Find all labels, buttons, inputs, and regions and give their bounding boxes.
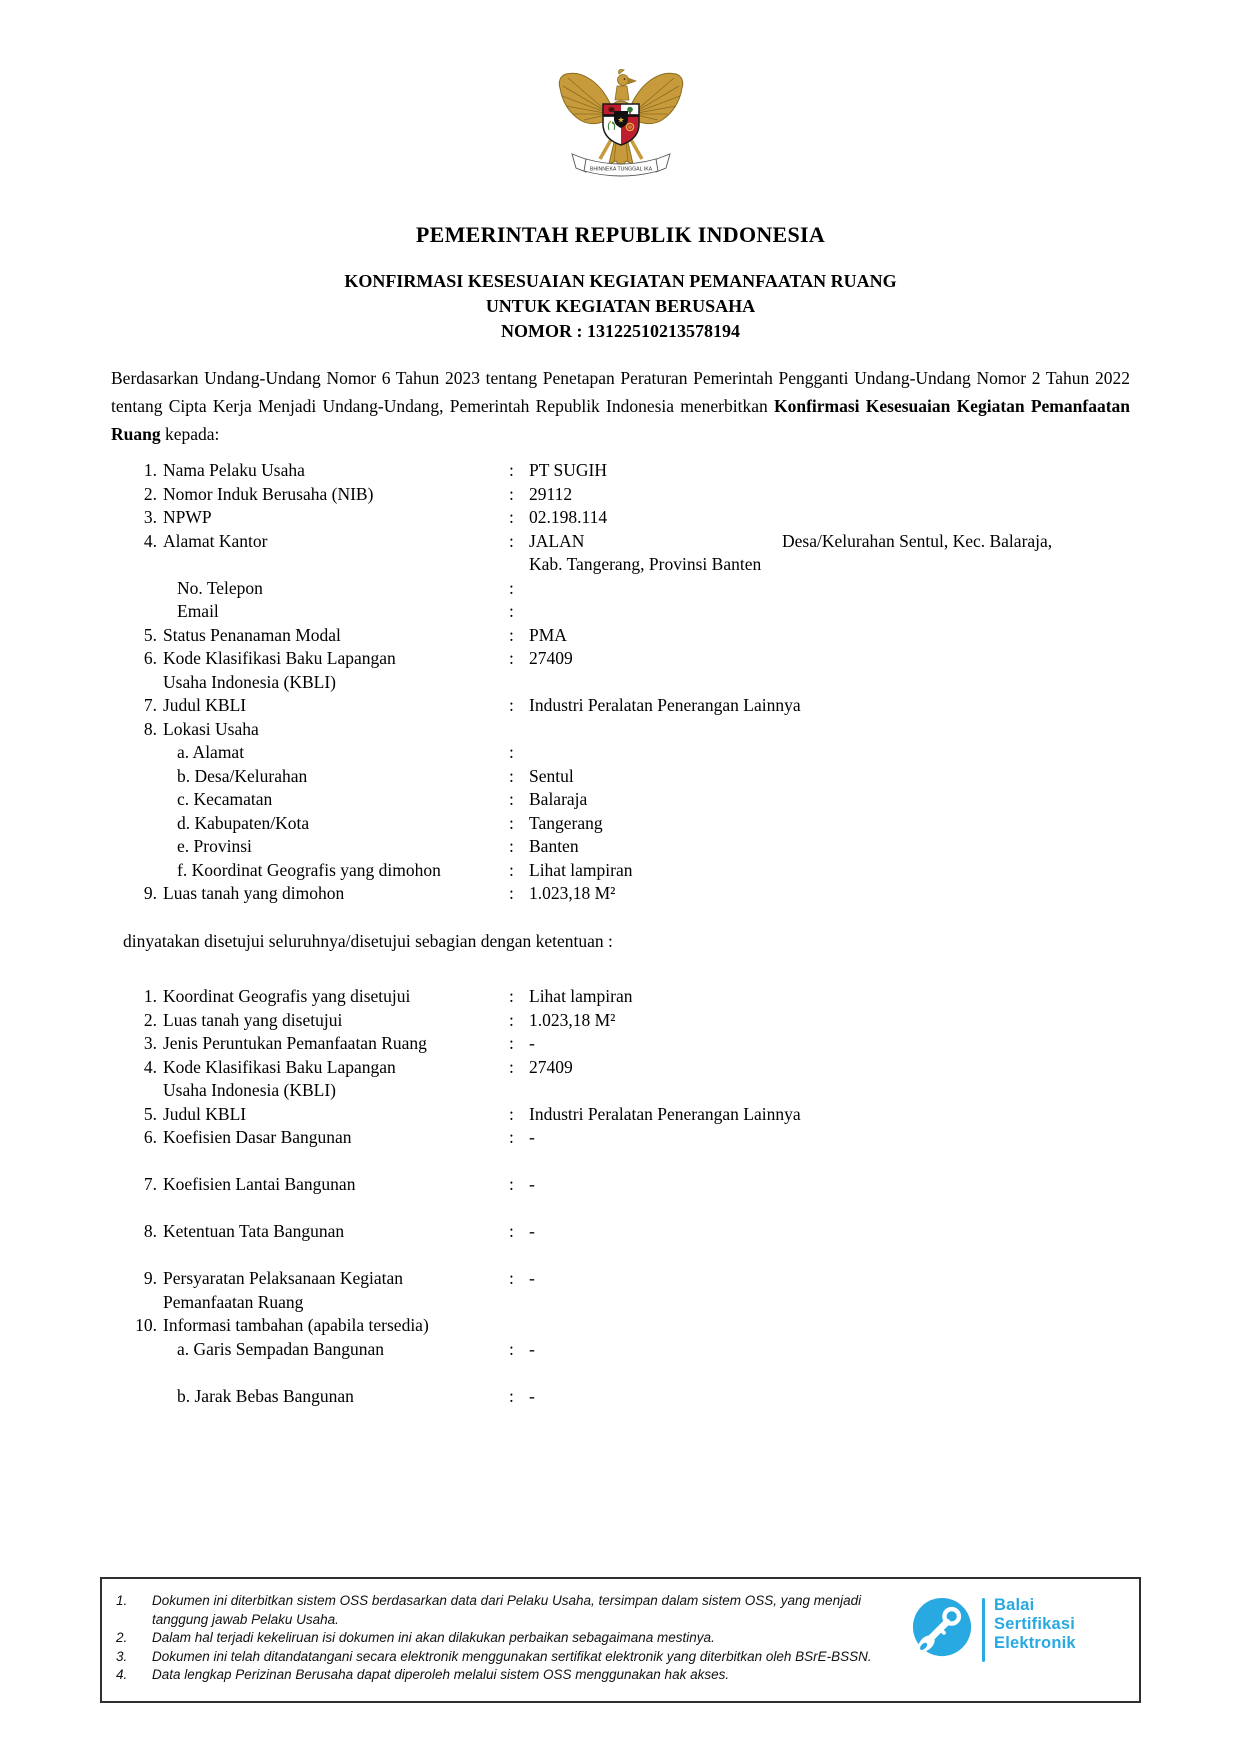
document-title: [0, 269, 1241, 344]
item-number: 1.: [143, 986, 157, 1006]
colon-separator: :: [509, 1127, 514, 1147]
colon-separator: :: [509, 1009, 514, 1030]
field-value: -: [529, 1127, 535, 1147]
colon-separator: :: [509, 530, 514, 551]
field-label: NPWP: [163, 507, 212, 527]
field-value: [529, 741, 1130, 765]
field-row-luas-disetujui: [135, 1009, 1130, 1033]
field-row-koordinat-disetujui: [135, 985, 1130, 1009]
field-value: [529, 600, 1130, 624]
item-number: [135, 1338, 163, 1362]
item-number: 3.: [143, 1033, 157, 1053]
title-line-2: UNTUK KEGIATAN BERUSAHA: [485, 296, 756, 316]
field-label: c. Kecamatan: [177, 789, 273, 809]
bsre-logo: [911, 1592, 1123, 1662]
emblem-container: [0, 64, 1241, 184]
note-number: 4.: [116, 1667, 128, 1682]
field-row-npwp: [135, 506, 1130, 530]
field-row-jenis-peruntukan: [135, 1032, 1130, 1056]
item-number: 8.: [143, 718, 157, 739]
field-label: Ketentuan Tata Bangunan: [163, 1221, 345, 1241]
colon-separator: :: [509, 789, 514, 809]
field-value: [529, 1314, 1130, 1338]
logo-divider: [982, 1598, 985, 1662]
colon-separator: :: [509, 507, 514, 527]
colon-separator: :: [509, 1221, 514, 1241]
field-value: PMA: [529, 624, 567, 645]
field-row-kdb: [135, 1126, 1130, 1150]
field-value: -: [529, 1174, 535, 1194]
intro-paragraph: [111, 364, 1130, 448]
item-number: [135, 741, 163, 765]
document-body: [111, 459, 1130, 1408]
field-value: 1.023,18 M²: [529, 1009, 616, 1030]
field-row-kabupaten: [135, 812, 1130, 836]
item-number: 2.: [143, 1009, 157, 1030]
footer-notes-box: [100, 1577, 1141, 1703]
colon-separator: :: [509, 742, 514, 762]
note-number: 1.: [116, 1593, 128, 1608]
intro-part1: Berdasarkan Undang-Undang Nomor 6 Tahun 2023 tentang Penetapan Peraturan Pemerintah Pengganti Undang-Undang Nomor 2 Tahun 2022 tentang Cipta Kerja Menjadi Undang-Undang, Pemerintah Republik Indonesia menerbitkan: [111, 368, 1130, 416]
field-value: -: [529, 1338, 535, 1359]
field-label: Luas tanah yang disetujui: [163, 1009, 343, 1030]
field-value: 02.198.114: [529, 507, 608, 527]
street-value: JALAN: [529, 530, 585, 551]
field-row-gsb: [135, 1338, 1130, 1362]
colon-separator: :: [509, 460, 514, 480]
field-label: b. Jarak Bebas Bangunan: [177, 1385, 354, 1406]
applicant-list: [111, 459, 1130, 906]
intro-bold-phrase: Konfirmasi Kesesuaian Kegiatan Pemanfaatan Ruang: [111, 396, 1131, 444]
colon-separator: :: [509, 1268, 514, 1288]
intro-part2: kepada:: [160, 424, 220, 444]
item-number: 8.: [143, 1221, 157, 1241]
field-row-persyaratan: [135, 1267, 1130, 1314]
colon-separator: :: [509, 1103, 514, 1124]
item-number: 7.: [143, 1174, 157, 1194]
field-label: Email: [177, 601, 219, 621]
item-number: [135, 765, 163, 789]
field-row-jarak-bebas: [135, 1385, 1130, 1409]
field-row-status-modal: [135, 624, 1130, 648]
head-icon: [615, 86, 629, 100]
banner-text: BHINNEKA TUNGGAL IKA: [589, 166, 652, 173]
region-value-line1: Desa/Kelurahan Sentul, Kec. Balaraja,: [782, 530, 1053, 551]
field-value: -: [529, 1385, 535, 1406]
field-label: e. Provinsi: [177, 836, 252, 856]
field-row-lokasi-alamat: [135, 741, 1130, 765]
field-row-lokasi-usaha: [135, 718, 1130, 742]
field-row-judul-kbli: [135, 694, 1130, 718]
field-row-klb: [135, 1173, 1130, 1197]
field-label: Luas tanah yang dimohon: [163, 883, 345, 903]
field-label: Kode Klasifikasi Baku Lapangan Usaha Indonesia (KBLI): [163, 1056, 396, 1100]
field-value: Banten: [529, 836, 579, 856]
field-value: Sentul: [529, 765, 574, 786]
colon-separator: :: [509, 1385, 514, 1406]
colon-separator: :: [509, 577, 514, 598]
field-row-informasi-tambahan: [135, 1314, 1130, 1338]
item-number: [135, 577, 163, 601]
field-label: Kode Klasifikasi Baku Lapangan Usaha Indonesia (KBLI): [163, 648, 396, 692]
document-number: NOMOR : 13122510213578194: [501, 321, 740, 341]
field-value: Lihat lampiran: [529, 986, 633, 1006]
field-row-nib: [135, 483, 1130, 507]
footer-note-4: [116, 1666, 895, 1685]
colon-separator: [509, 1314, 529, 1338]
field-value: PT SUGIH: [529, 460, 607, 480]
garuda-pancasila-emblem: [558, 64, 684, 184]
field-label: d. Kabupaten/Kota: [177, 812, 310, 833]
field-row-alamat-kantor: [135, 530, 1130, 577]
colon-separator: :: [509, 812, 514, 833]
field-label: Nomor Induk Berusaha (NIB): [163, 483, 374, 504]
footer-note-1: [116, 1592, 895, 1629]
item-number: 7.: [143, 695, 157, 715]
field-label: Persyaratan Pelaksanaan Kegiatan Pemanfaatan Ruang: [163, 1268, 404, 1312]
field-label: Koordinat Geografis yang disetujui: [163, 986, 411, 1006]
field-value: -: [529, 1221, 535, 1241]
field-value: 29112: [529, 483, 573, 504]
field-row-tata-bangunan: [135, 1220, 1130, 1244]
field-label: a. Garis Sempadan Bangunan: [177, 1338, 385, 1359]
document-header: [0, 222, 1241, 344]
field-row-luas-dimohon: [135, 882, 1130, 906]
field-value: -: [529, 1268, 535, 1288]
field-label: Alamat Kantor: [163, 530, 268, 551]
government-title: PEMERINTAH REPUBLIK INDONESIA: [415, 222, 826, 247]
field-value: 27409: [529, 648, 573, 668]
field-row-desa: [135, 765, 1130, 789]
field-value: 1.023,18 M²: [529, 883, 616, 903]
logo-line-2: Sertifikasi: [994, 1615, 1076, 1633]
field-label: Lokasi Usaha: [163, 718, 259, 739]
field-row-koordinat-dimohon: [135, 859, 1130, 883]
field-label: Judul KBLI: [163, 695, 247, 715]
pancasila-shield-icon: [603, 104, 639, 146]
logo-line-1: Balai: [994, 1596, 1035, 1614]
field-label: Judul KBLI: [163, 1103, 247, 1124]
colon-separator: :: [509, 836, 514, 856]
colon-separator: :: [509, 859, 514, 880]
note-text: Data lengkap Perizinan Berusaha dapat diperoleh melalui sistem OSS menggunakan hak akses.: [152, 1667, 730, 1682]
item-number: 9.: [143, 883, 157, 903]
item-number: 5.: [143, 1103, 157, 1124]
colon-separator: :: [509, 1033, 514, 1053]
field-value: [529, 530, 1130, 577]
colon-separator: :: [509, 1338, 514, 1359]
colon-separator: :: [509, 883, 514, 903]
colon-separator: :: [509, 624, 514, 645]
field-row-kbli-kode: [135, 647, 1130, 694]
note-text: Dalam hal terjadi kekeliruan isi dokumen ini akan dilakukan perbaikan sebagaimana mestinya.: [152, 1630, 715, 1645]
item-number: [135, 600, 163, 624]
footer-notes: [116, 1592, 895, 1685]
item-number: [135, 788, 163, 812]
field-value: Industri Peralatan Penerangan Lainnya: [529, 695, 801, 715]
logo-line-3: Elektronik: [994, 1634, 1076, 1652]
decision-statement: dinyatakan disetujui seluruhnya/disetujui sebagian dengan ketentuan :: [123, 930, 613, 951]
item-number: 9.: [143, 1268, 157, 1288]
svg-text:★: ★: [616, 115, 625, 125]
colon-separator: :: [509, 1174, 514, 1194]
field-row-telepon: [135, 577, 1130, 601]
footer-note-2: [116, 1629, 895, 1648]
item-number: 10.: [135, 1315, 157, 1335]
field-label: Status Penanaman Modal: [163, 624, 341, 645]
colon-separator: :: [509, 986, 514, 1006]
item-number: [135, 835, 163, 859]
item-number: 5.: [143, 624, 157, 645]
colon-separator: :: [509, 601, 514, 621]
colon-separator: :: [509, 765, 514, 786]
field-label: Informasi tambahan (apabila tersedia): [163, 1315, 429, 1335]
field-value: 27409: [529, 1056, 573, 1077]
field-label: Koefisien Lantai Bangunan: [163, 1174, 356, 1194]
footer-note-3: [116, 1648, 895, 1667]
field-label: Koefisien Dasar Bangunan: [163, 1127, 352, 1147]
note-number: 2.: [116, 1630, 128, 1645]
field-label: a. Alamat: [177, 742, 245, 762]
field-label: Jenis Peruntukan Pemanfaatan Ruang: [163, 1033, 427, 1053]
title-line-1: KONFIRMASI KESESUAIAN KEGIATAN PEMANFAATAN RUANG: [344, 271, 897, 291]
note-text: Dokumen ini diterbitkan sistem OSS berdasarkan data dari Pelaku Usaha, tersimpan dalam sistem OSS, yang menjadi tanggung jawab Pelaku Usaha.: [152, 1593, 862, 1627]
colon-separator: :: [509, 1056, 514, 1077]
approval-list: [111, 985, 1130, 1408]
colon-separator: :: [509, 648, 514, 668]
item-number: 2.: [143, 483, 157, 504]
field-value: [529, 718, 1130, 742]
item-number: 4.: [143, 530, 157, 551]
item-number: 6.: [143, 1127, 157, 1147]
item-number: [135, 859, 163, 883]
note-number: 3.: [116, 1648, 128, 1664]
field-row-kbli-kode-2: [135, 1056, 1130, 1103]
item-number: [135, 812, 163, 836]
field-value: Industri Peralatan Penerangan Lainnya: [529, 1103, 801, 1124]
field-value: Tangerang: [529, 812, 603, 833]
bsre-key-icon: [911, 1596, 973, 1658]
item-number: [135, 1385, 163, 1409]
field-label: b. Desa/Kelurahan: [177, 765, 308, 786]
field-label: f. Koordinat Geografis yang dimohon: [177, 859, 441, 880]
colon-separator: :: [509, 483, 514, 504]
field-value: Balaraja: [529, 789, 588, 809]
logo-text: [994, 1596, 1076, 1653]
field-row-email: [135, 600, 1130, 624]
field-value: [529, 577, 1130, 601]
note-text: Dokumen ini telah ditandatangani secara elektronik menggunakan sertifikat elektronik yang diterbitkan oleh BSrE-BSSN.: [152, 1648, 872, 1664]
item-number: 6.: [143, 648, 157, 668]
field-row-kecamatan: [135, 788, 1130, 812]
colon-separator: :: [509, 695, 514, 715]
field-row-provinsi: [135, 835, 1130, 859]
field-label: No. Telepon: [177, 577, 263, 598]
field-value: Lihat lampiran: [529, 859, 633, 880]
field-value: -: [529, 1033, 535, 1053]
item-number: 1.: [143, 460, 157, 480]
item-number: 3.: [143, 507, 157, 527]
field-row-judul-kbli-2: [135, 1103, 1130, 1127]
item-number: 4.: [143, 1056, 157, 1077]
region-value-line2: Kab. Tangerang, Provinsi Banten: [529, 554, 762, 574]
field-row-nama-pelaku-usaha: [135, 459, 1130, 483]
colon-separator: [509, 718, 529, 742]
field-label: Nama Pelaku Usaha: [163, 460, 305, 480]
